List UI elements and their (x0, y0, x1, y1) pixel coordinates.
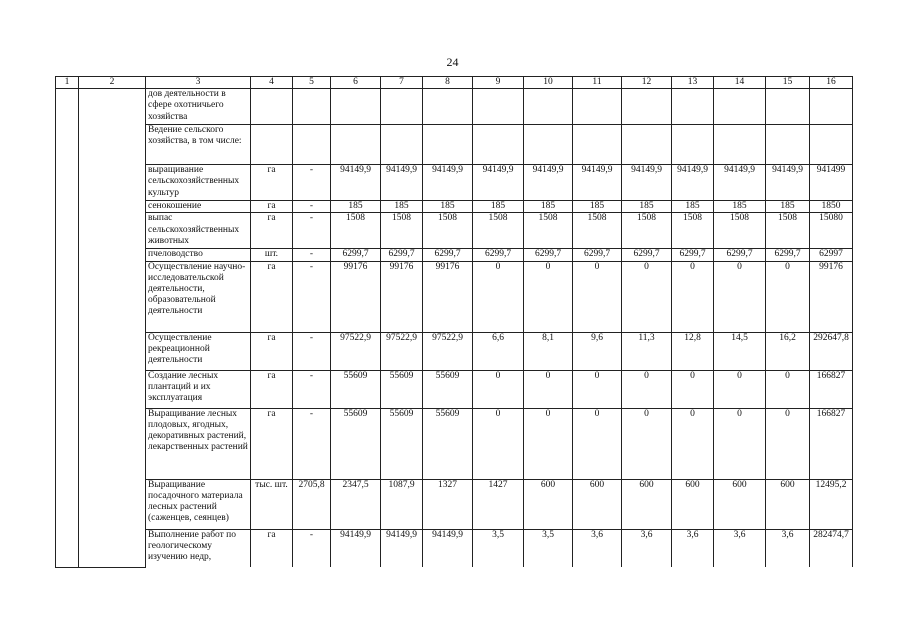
row-value-col14: 14,5 (714, 332, 766, 370)
table-row (56, 89, 853, 125)
row-name: Создание лесных плантаций и их эксплуатация (146, 370, 251, 408)
row-name: Выращивание посадочного материала лесных растений (саженцев, сеянцев) (146, 479, 251, 529)
row-value-col16: 166827 (810, 370, 853, 408)
row-unit: шт. (251, 249, 293, 261)
row-unit: га (251, 261, 293, 332)
cell-col1 (56, 332, 79, 370)
row-name: Осуществление научно-исследовательской деятельности, образовательной деятельности (146, 261, 251, 332)
row-value-col11: 0 (573, 370, 622, 408)
column-header-11: 11 (573, 77, 622, 89)
row-value-col14: 6299,7 (714, 249, 766, 261)
row-col5-value: - (293, 213, 331, 249)
row-col5-value: - (293, 201, 331, 213)
cell-col2 (79, 165, 146, 201)
row-name: Выполнение работ по геологическому изучению недр, (146, 529, 251, 567)
column-header-13: 13 (672, 77, 714, 89)
row-value-col16 (810, 89, 853, 125)
row-value-col12: 600 (622, 479, 672, 529)
row-value-col8: 94149,9 (423, 529, 473, 567)
row-value-col16 (810, 125, 853, 165)
row-value-col9: 0 (473, 261, 524, 332)
row-unit: га (251, 201, 293, 213)
row-unit: га (251, 370, 293, 408)
row-value-col11: 9,6 (573, 332, 622, 370)
row-value-col16: 99176 (810, 261, 853, 332)
row-value-col12: 3,6 (622, 529, 672, 567)
row-value-col10: 8,1 (524, 332, 573, 370)
row-value-col8: 97522,9 (423, 332, 473, 370)
row-unit (251, 89, 293, 125)
row-value-col8 (423, 125, 473, 165)
row-value-col13: 3,6 (672, 529, 714, 567)
row-value-col7: 185 (381, 201, 423, 213)
row-value-col16: 282474,7 (810, 529, 853, 567)
row-value-col13: 6299,7 (672, 249, 714, 261)
row-value-col9: 1427 (473, 479, 524, 529)
row-name: сенокошение (146, 201, 251, 213)
page-number: 24 (446, 55, 459, 69)
column-header-4: 4 (251, 77, 293, 89)
row-value-col9: 6,6 (473, 332, 524, 370)
row-value-col11: 1508 (573, 213, 622, 249)
row-value-col8: 1327 (423, 479, 473, 529)
row-unit: га (251, 408, 293, 479)
row-col5-value (293, 89, 331, 125)
row-value-col12: 185 (622, 201, 672, 213)
row-name: Выращивание лесных плодовых, ягодных, декоративных растений, лекарственных растений (146, 408, 251, 479)
row-value-col12 (622, 89, 672, 125)
cell-col1 (56, 201, 79, 213)
row-value-col13: 1508 (672, 213, 714, 249)
cell-col1 (56, 89, 79, 125)
row-value-col15: 0 (766, 408, 810, 479)
cell-col2 (79, 370, 146, 408)
row-value-col15: 0 (766, 370, 810, 408)
cell-col2 (79, 89, 146, 125)
row-value-col16: 15080 (810, 213, 853, 249)
cell-col1 (56, 249, 79, 261)
row-value-col13 (672, 125, 714, 165)
row-value-col15 (766, 125, 810, 165)
row-value-col6 (331, 125, 381, 165)
row-value-col9: 94149,9 (473, 165, 524, 201)
row-name: пчеловодство (146, 249, 251, 261)
row-value-col10: 0 (524, 408, 573, 479)
cell-col2 (79, 125, 146, 165)
row-value-col15: 16,2 (766, 332, 810, 370)
row-value-col15: 0 (766, 261, 810, 332)
cell-col1 (56, 408, 79, 479)
row-value-col7: 1508 (381, 213, 423, 249)
row-col5-value: - (293, 332, 331, 370)
row-value-col12: 11,3 (622, 332, 672, 370)
row-value-col13 (672, 89, 714, 125)
row-value-col7 (381, 89, 423, 125)
table-body (56, 89, 853, 567)
row-value-col13: 600 (672, 479, 714, 529)
row-value-col15: 1508 (766, 213, 810, 249)
row-value-col6 (331, 89, 381, 125)
row-value-col12: 94149,9 (622, 165, 672, 201)
row-value-col10: 1508 (524, 213, 573, 249)
row-value-col9 (473, 89, 524, 125)
row-value-col7: 55609 (381, 408, 423, 479)
row-value-col11: 0 (573, 261, 622, 332)
row-value-col8 (423, 89, 473, 125)
row-value-col15: 185 (766, 201, 810, 213)
cell-col1 (56, 261, 79, 332)
row-value-col9: 185 (473, 201, 524, 213)
row-value-col8: 1508 (423, 213, 473, 249)
row-value-col13: 0 (672, 370, 714, 408)
row-unit: га (251, 332, 293, 370)
row-value-col8: 55609 (423, 370, 473, 408)
row-value-col7: 99176 (381, 261, 423, 332)
row-value-col6: 97522,9 (331, 332, 381, 370)
table-row (56, 408, 853, 479)
column-header-16: 16 (810, 77, 853, 89)
table-row (56, 479, 853, 529)
column-header-3: 3 (146, 77, 251, 89)
row-value-col14 (714, 89, 766, 125)
row-value-col6: 1508 (331, 213, 381, 249)
row-value-col10: 600 (524, 479, 573, 529)
row-value-col12: 6299,7 (622, 249, 672, 261)
cell-col1 (56, 479, 79, 529)
row-unit: тыс. шт. (251, 479, 293, 529)
row-value-col6: 99176 (331, 261, 381, 332)
row-value-col12: 0 (622, 408, 672, 479)
column-header-6: 6 (331, 77, 381, 89)
row-value-col15: 3,6 (766, 529, 810, 567)
column-header-9: 9 (473, 77, 524, 89)
row-value-col16: 292647,8 (810, 332, 853, 370)
row-name: Ведение сельского хозяйства, в том числе: (146, 125, 251, 165)
row-value-col12 (622, 125, 672, 165)
row-value-col16: 12495,2 (810, 479, 853, 529)
column-header-15: 15 (766, 77, 810, 89)
row-value-col16: 166827 (810, 408, 853, 479)
row-value-col6: 55609 (331, 408, 381, 479)
cell-col2 (79, 332, 146, 370)
row-col5-value: - (293, 529, 331, 567)
row-value-col9: 1508 (473, 213, 524, 249)
row-value-col14: 1508 (714, 213, 766, 249)
row-value-col13: 12,8 (672, 332, 714, 370)
row-value-col14 (714, 125, 766, 165)
row-value-col16: 941499 (810, 165, 853, 201)
cell-col2 (79, 249, 146, 261)
row-value-col14: 600 (714, 479, 766, 529)
row-value-col11: 600 (573, 479, 622, 529)
row-value-col7: 97522,9 (381, 332, 423, 370)
row-value-col11: 0 (573, 408, 622, 479)
row-value-col14: 0 (714, 408, 766, 479)
column-header-5: 5 (293, 77, 331, 89)
column-header-8: 8 (423, 77, 473, 89)
row-value-col12: 0 (622, 261, 672, 332)
row-value-col14: 0 (714, 261, 766, 332)
row-value-col13: 0 (672, 261, 714, 332)
row-col5-value: - (293, 249, 331, 261)
row-value-col10 (524, 125, 573, 165)
row-unit: га (251, 165, 293, 201)
row-value-col7: 94149,9 (381, 165, 423, 201)
row-value-col8: 6299,7 (423, 249, 473, 261)
row-value-col9: 3,5 (473, 529, 524, 567)
column-header-2: 2 (79, 77, 146, 89)
row-value-col9: 0 (473, 408, 524, 479)
row-value-col10: 94149,9 (524, 165, 573, 201)
row-value-col13: 0 (672, 408, 714, 479)
row-value-col12: 1508 (622, 213, 672, 249)
forest-use-table (55, 76, 853, 568)
table-row (56, 249, 853, 261)
cell-col1 (56, 213, 79, 249)
row-value-col6: 2347,5 (331, 479, 381, 529)
cell-col2 (79, 261, 146, 332)
row-value-col15: 94149,9 (766, 165, 810, 201)
row-value-col6: 94149,9 (331, 165, 381, 201)
row-value-col15: 6299,7 (766, 249, 810, 261)
row-value-col7: 6299,7 (381, 249, 423, 261)
row-value-col6: 55609 (331, 370, 381, 408)
row-value-col11: 94149,9 (573, 165, 622, 201)
row-col5-value: - (293, 408, 331, 479)
row-name: дов деятельности в сфере охотничьего хозяйства (146, 89, 251, 125)
row-col5-value: - (293, 370, 331, 408)
table-row (56, 370, 853, 408)
row-col5-value: - (293, 261, 331, 332)
cell-col1 (56, 165, 79, 201)
row-value-col10: 0 (524, 370, 573, 408)
row-value-col15 (766, 89, 810, 125)
column-header-10: 10 (524, 77, 573, 89)
row-col5-value: - (293, 165, 331, 201)
row-unit: га (251, 529, 293, 567)
table-row (56, 529, 853, 567)
column-header-1: 1 (56, 77, 79, 89)
row-value-col10 (524, 89, 573, 125)
row-value-col13: 185 (672, 201, 714, 213)
row-unit: га (251, 213, 293, 249)
row-value-col11: 185 (573, 201, 622, 213)
row-value-col16: 1850 (810, 201, 853, 213)
row-value-col14: 0 (714, 370, 766, 408)
row-value-col7: 1087,9 (381, 479, 423, 529)
cell-col2 (79, 213, 146, 249)
row-value-col11 (573, 125, 622, 165)
row-unit (251, 125, 293, 165)
row-value-col11: 3,6 (573, 529, 622, 567)
row-value-col14: 3,6 (714, 529, 766, 567)
table-row (56, 125, 853, 165)
row-name: выращивание сельскохозяйственных культур (146, 165, 251, 201)
cell-col1 (56, 125, 79, 165)
cell-col1 (56, 370, 79, 408)
row-value-col6: 185 (331, 201, 381, 213)
table-row (56, 201, 853, 213)
header-row (56, 77, 853, 89)
row-col5-value: 2705,8 (293, 479, 331, 529)
cell-col2 (79, 529, 146, 567)
row-value-col6: 6299,7 (331, 249, 381, 261)
row-value-col9: 0 (473, 370, 524, 408)
row-value-col7: 55609 (381, 370, 423, 408)
row-value-col14: 94149,9 (714, 165, 766, 201)
row-value-col7 (381, 125, 423, 165)
row-value-col10: 3,5 (524, 529, 573, 567)
row-value-col8: 55609 (423, 408, 473, 479)
table-row (56, 213, 853, 249)
row-value-col9 (473, 125, 524, 165)
row-value-col11 (573, 89, 622, 125)
row-value-col8: 94149,9 (423, 165, 473, 201)
cell-col2 (79, 479, 146, 529)
column-header-7: 7 (381, 77, 423, 89)
row-value-col9: 6299,7 (473, 249, 524, 261)
table-row (56, 165, 853, 201)
row-value-col13: 94149,9 (672, 165, 714, 201)
row-value-col8: 99176 (423, 261, 473, 332)
row-value-col10: 185 (524, 201, 573, 213)
cell-col2 (79, 408, 146, 479)
row-value-col12: 0 (622, 370, 672, 408)
row-value-col10: 6299,7 (524, 249, 573, 261)
row-name: выпас сельскохозяйственных животных (146, 213, 251, 249)
cell-col2 (79, 201, 146, 213)
row-name: Осуществление рекреационной деятельности (146, 332, 251, 370)
row-col5-value (293, 125, 331, 165)
table-row (56, 332, 853, 370)
row-value-col10: 0 (524, 261, 573, 332)
row-value-col14: 185 (714, 201, 766, 213)
column-header-12: 12 (622, 77, 672, 89)
row-value-col6: 94149,9 (331, 529, 381, 567)
row-value-col16: 62997 (810, 249, 853, 261)
column-header-14: 14 (714, 77, 766, 89)
cell-col1 (56, 529, 79, 567)
row-value-col8: 185 (423, 201, 473, 213)
row-value-col15: 600 (766, 479, 810, 529)
row-value-col11: 6299,7 (573, 249, 622, 261)
row-value-col7: 94149,9 (381, 529, 423, 567)
table-row (56, 261, 853, 332)
